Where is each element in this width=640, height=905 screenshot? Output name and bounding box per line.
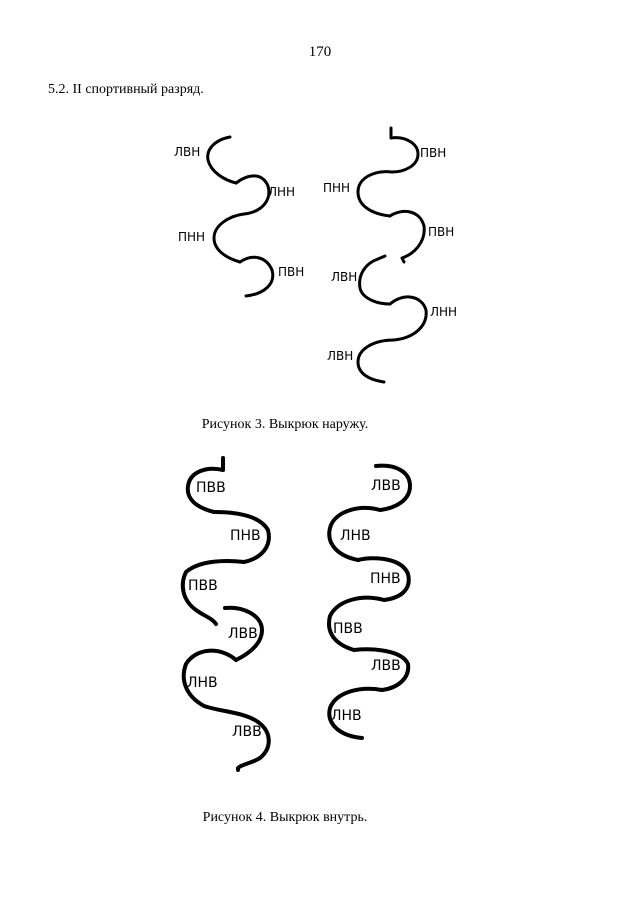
figure3-left-label-2: ЛНН bbox=[268, 185, 296, 199]
page-number: 170 bbox=[308, 44, 332, 60]
figure4-right-label-4: ПВВ bbox=[333, 621, 363, 637]
figure4-right-label-5: ЛВВ bbox=[371, 658, 401, 674]
figure3-right-curve-2 bbox=[358, 172, 392, 216]
figure3-right-curve-6 bbox=[358, 340, 394, 382]
figure3-right-label-4: ЛВН bbox=[331, 270, 358, 284]
figure3-right-curve-1 bbox=[391, 128, 418, 172]
figure3-left-curve-2 bbox=[236, 176, 269, 214]
figure3-left-trace bbox=[174, 137, 304, 296]
figure3-left-label-3: ПНН bbox=[178, 230, 206, 244]
figure4-right-label-3: ПНВ bbox=[370, 571, 401, 587]
figure3-right-label-5: ЛНН bbox=[430, 305, 458, 319]
figure3-right-trace bbox=[323, 128, 457, 382]
figure3-right-label-3: ПВН bbox=[428, 225, 455, 239]
figure3-left-curve-3 bbox=[214, 214, 244, 262]
figure3-left-label-1: ЛВН bbox=[174, 145, 201, 159]
figure3-left-label-4: ПВН bbox=[278, 265, 305, 279]
section-title: 5.2. II спортивный разряд. bbox=[48, 82, 204, 97]
figure4-left-label-6: ЛВВ bbox=[232, 724, 262, 740]
figure4-left-label-3: ПВВ bbox=[188, 578, 218, 594]
figure4-left-label-2: ПНВ bbox=[230, 528, 261, 544]
figure4-right-label-2: ЛНВ bbox=[340, 528, 371, 544]
figure3-right-curve-3 bbox=[390, 211, 424, 262]
figure3-right-curve-5 bbox=[390, 297, 426, 340]
figure4-right-label-1: ЛВВ bbox=[371, 478, 401, 494]
figure3-left-curve-4 bbox=[240, 257, 273, 296]
figure3-right-label-6: ЛВН bbox=[327, 349, 354, 363]
figure4-left-trace bbox=[183, 458, 269, 770]
figure3-right-label-2: ПНН bbox=[323, 181, 351, 195]
figure4-caption: Рисунок 4. Выкрюк внутрь. bbox=[202, 810, 368, 825]
figure3-left-curve-1 bbox=[208, 137, 236, 183]
figure3-right-label-1: ПВН bbox=[420, 146, 447, 160]
figure3-right-curve-4 bbox=[360, 256, 390, 304]
figure4-right-trace bbox=[329, 466, 410, 738]
figure3-caption: Рисунок 3. Выкрюк наружу. bbox=[201, 417, 369, 432]
figure4-left-label-4: ЛВВ bbox=[228, 626, 258, 642]
figure4-right-label-6: ЛНВ bbox=[331, 708, 362, 724]
figure4-left-label-5: ЛНВ bbox=[187, 675, 218, 691]
figure4-left-label-1: ПВВ bbox=[196, 480, 226, 496]
